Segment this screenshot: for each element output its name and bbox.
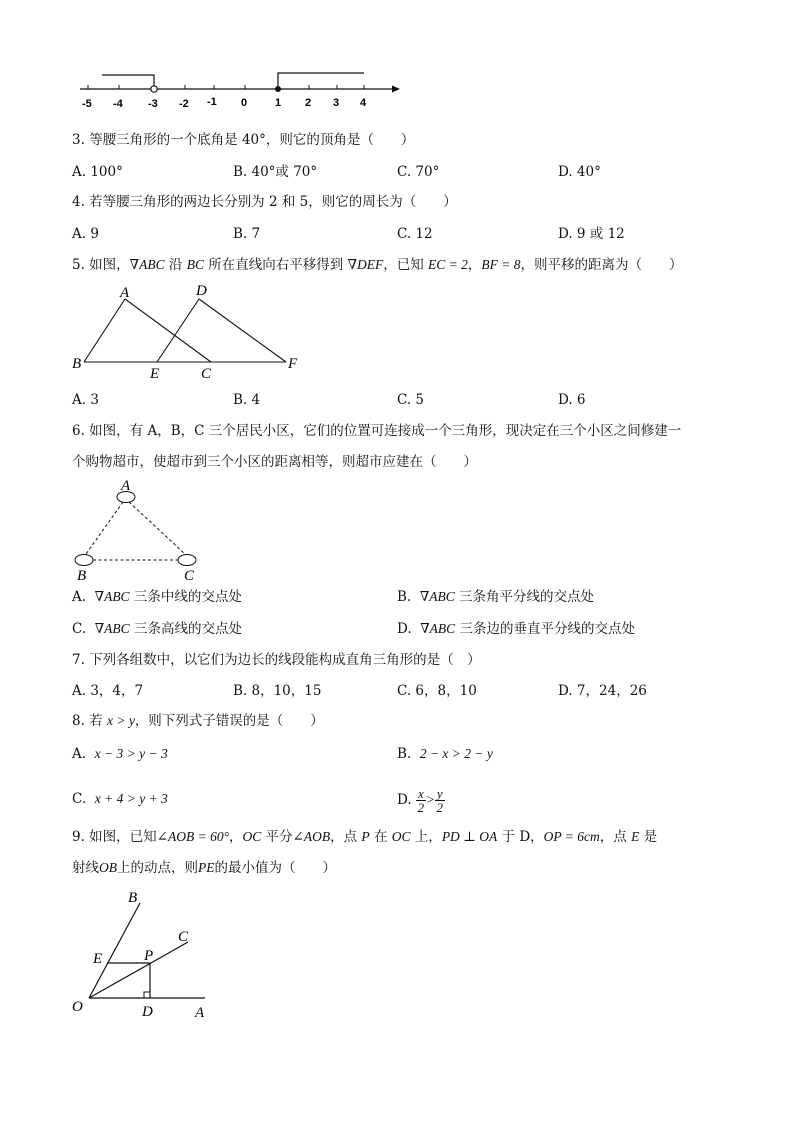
right-angle-mark [144,992,150,998]
option-letter: D. [397,621,412,637]
q9-stem-part: 射线 [72,860,99,876]
q9-stem-part: ，点 [599,829,632,845]
point-label-e: E [150,366,160,382]
q8-stem-part: ，则下列式子错误的是（ ） [134,713,324,729]
point-label-c: C [201,366,212,382]
q9-stem-part: ， [228,829,243,845]
point-label-d: D [196,283,207,299]
q9-stem-part: 于 D， [497,829,544,845]
q7-option-d[interactable]: D. 7，24，26 [558,683,647,699]
q9-oc: OC [242,829,262,844]
segment-ac [125,299,211,362]
q9-stem-part: 9. 如图，已知 [72,829,157,845]
q9-stem-part: 上的动点，则 [117,860,198,876]
q8-option-a[interactable] [72,745,168,763]
fraction-denominator: 2 [417,800,425,815]
q3-option-a[interactable]: A. 100° [72,164,123,180]
q3-option-d[interactable]: D. 40° [558,164,601,180]
option-letter: A. [72,746,87,762]
tick-label: -5 [82,98,92,110]
q5-stem-part: 沿 [164,257,187,273]
q9-pd-perp: PD ⊥ OA [441,829,498,844]
q5-stem-part: ，已知 [383,257,429,273]
point-label-d: D [142,1004,153,1020]
dashed-ab [86,502,123,554]
option-letter: C. [72,791,87,807]
q4-option-d[interactable]: D. 9 或 12 [558,226,625,242]
district-b-marker [75,555,93,566]
tick-label: 1 [275,97,282,109]
q9-stem-part: 是 [639,829,658,845]
q5-option-d[interactable]: D. 6 [558,392,586,408]
option-letter: A. [72,589,87,605]
q9-p: P [361,829,370,844]
q9-oc: OC [391,829,411,844]
fraction-x-over-2 [416,787,426,814]
q4-stem: 4. 若等腰三角形的两边长分别为 2 和 5，则它的周长为（ ） [72,194,457,210]
tick-label: -1 [207,96,217,108]
q6-option-c[interactable] [72,620,242,638]
q5-stem-part: ，则平移的距离为（ ） [520,257,683,273]
segment-ab [84,299,125,362]
option-letter: C. [72,621,87,637]
point-label-e: E [93,951,103,967]
segment-de [157,299,199,362]
q9-aob: ∠AOB [292,829,331,844]
point-label-b: B [128,890,138,906]
q3-option-b[interactable]: B. 40°或 70° [233,164,318,180]
q5-stem-part: 所在直线向右平移得到 [203,257,348,273]
point-label-a: A [195,1005,205,1021]
tick-label: 3 [333,97,340,109]
q6-stem-line2: 个购物超市，使超市到三个小区的距离相等，则超市应建在（ ） [72,454,477,470]
q7-option-b[interactable]: B. 8，10，15 [233,683,322,699]
q9-op: OP = 6cm [543,829,600,844]
q5-bc: BC [186,257,204,272]
dashed-ac [129,502,185,554]
option-expression: 2 − x > 2 − y [419,746,493,761]
q8-option-b[interactable] [397,745,493,763]
fraction-y-over-2 [435,787,445,814]
point-label-c: C [184,568,195,584]
q9-stem-line2 [72,859,336,877]
q5-stem-part: ， [467,257,482,273]
q9-stem-part: ，点 [330,829,362,845]
q9-stem-part: 的最小值为（ ） [214,860,336,876]
q5-ec: EC = 2 [428,257,468,272]
q8-option-c[interactable] [72,790,168,808]
q3-stem: 3. 等腰三角形的一个底角是 40°，则它的顶角是（ ） [72,132,415,148]
point-label-p: P [144,948,154,964]
q7-stem: 7. 下列各组数中，以它们为边长的线段能构成直角三角形的是（ ） [72,652,481,668]
option-text: 三条角平分线的交点处 [454,589,595,605]
q4-option-b[interactable]: B. 7 [233,226,261,242]
fraction-numerator: x [417,786,424,801]
q9-stem-line1 [72,828,657,846]
q9-stem-part: 平分 [261,829,293,845]
q5-tri-abc: ∇ABC [129,257,165,272]
option-text: 三条中线的交点处 [129,589,242,605]
option-triangle: ∇ABC [419,589,455,604]
point-label-o: O [72,999,83,1015]
q4-option-c[interactable]: C. 12 [397,226,433,242]
point-label-c: C [178,929,189,945]
option-letter: D. [397,792,412,808]
option-letter: B. [397,746,412,762]
q5-stem [72,256,683,274]
option-letter: B. [397,589,412,605]
q5-option-a[interactable]: A. 3 [72,392,99,408]
q5-tri-def: ∇DEF [347,257,384,272]
q9-ob: OB [99,860,117,875]
option-triangle: ∇ABC [94,621,130,636]
q8-stem [72,712,324,730]
tick-label: -2 [179,98,189,110]
point-label-f: F [288,356,298,372]
q6-option-b[interactable] [397,588,594,606]
q7-option-a[interactable]: A. 3，4，7 [72,683,144,699]
fraction-denominator: 2 [436,800,443,815]
q6-option-d[interactable] [397,620,635,638]
option-text: 三条高线的交点处 [129,621,242,637]
q8-option-d[interactable] [397,785,445,815]
option-triangle: ∇ABC [94,589,130,604]
q8-stem-part: 8. 若 [72,713,107,729]
tick-label: 0 [241,97,248,109]
option-expression: x + 4 > y + 3 [94,791,168,806]
q6-stem-line1: 6. 如图，有 A，B，C 三个居民小区，它们的位置可连接成一个三角形，现决定在三个小区之间修建一 [72,423,682,439]
district-c-marker [178,555,196,566]
q9-pe: PE [198,860,215,875]
q3-option-c[interactable]: C. 70° [397,164,440,180]
q5-option-b[interactable]: B. 4 [233,392,261,408]
q9-stem-part: 上， [410,829,442,845]
q9-stem-part: 在 [369,829,392,845]
q4-option-a[interactable]: A. 9 [72,226,99,242]
segment-df [199,299,286,362]
point-label-a: A [121,478,131,494]
option-triangle: ∇ABC [420,621,456,636]
q9-e: E [631,829,640,844]
q5-bf: BF = 8 [481,257,521,272]
fraction-numerator: y [436,786,443,801]
tick-label: 4 [360,97,367,109]
q8-condition: x > y [106,713,135,728]
option-expression: x − 3 > y − 3 [94,746,168,761]
q6-option-a[interactable] [72,588,242,606]
q5-option-c[interactable]: C. 5 [397,392,425,408]
point-label-a: A [120,285,130,301]
greater-than: > [425,792,435,807]
tick-label: -4 [113,98,123,110]
point-label-b: B [77,568,87,584]
tick-label: -3 [148,98,158,110]
tick-label: 2 [305,97,312,109]
point-label-b: B [72,356,82,372]
q7-option-c[interactable]: C. 6，8，10 [397,683,477,699]
option-text: 三条边的垂直平分线的交点处 [455,621,635,637]
q5-stem-part: 5. 如图， [72,257,130,273]
q9-angle: ∠AOB = 60° [156,829,229,844]
